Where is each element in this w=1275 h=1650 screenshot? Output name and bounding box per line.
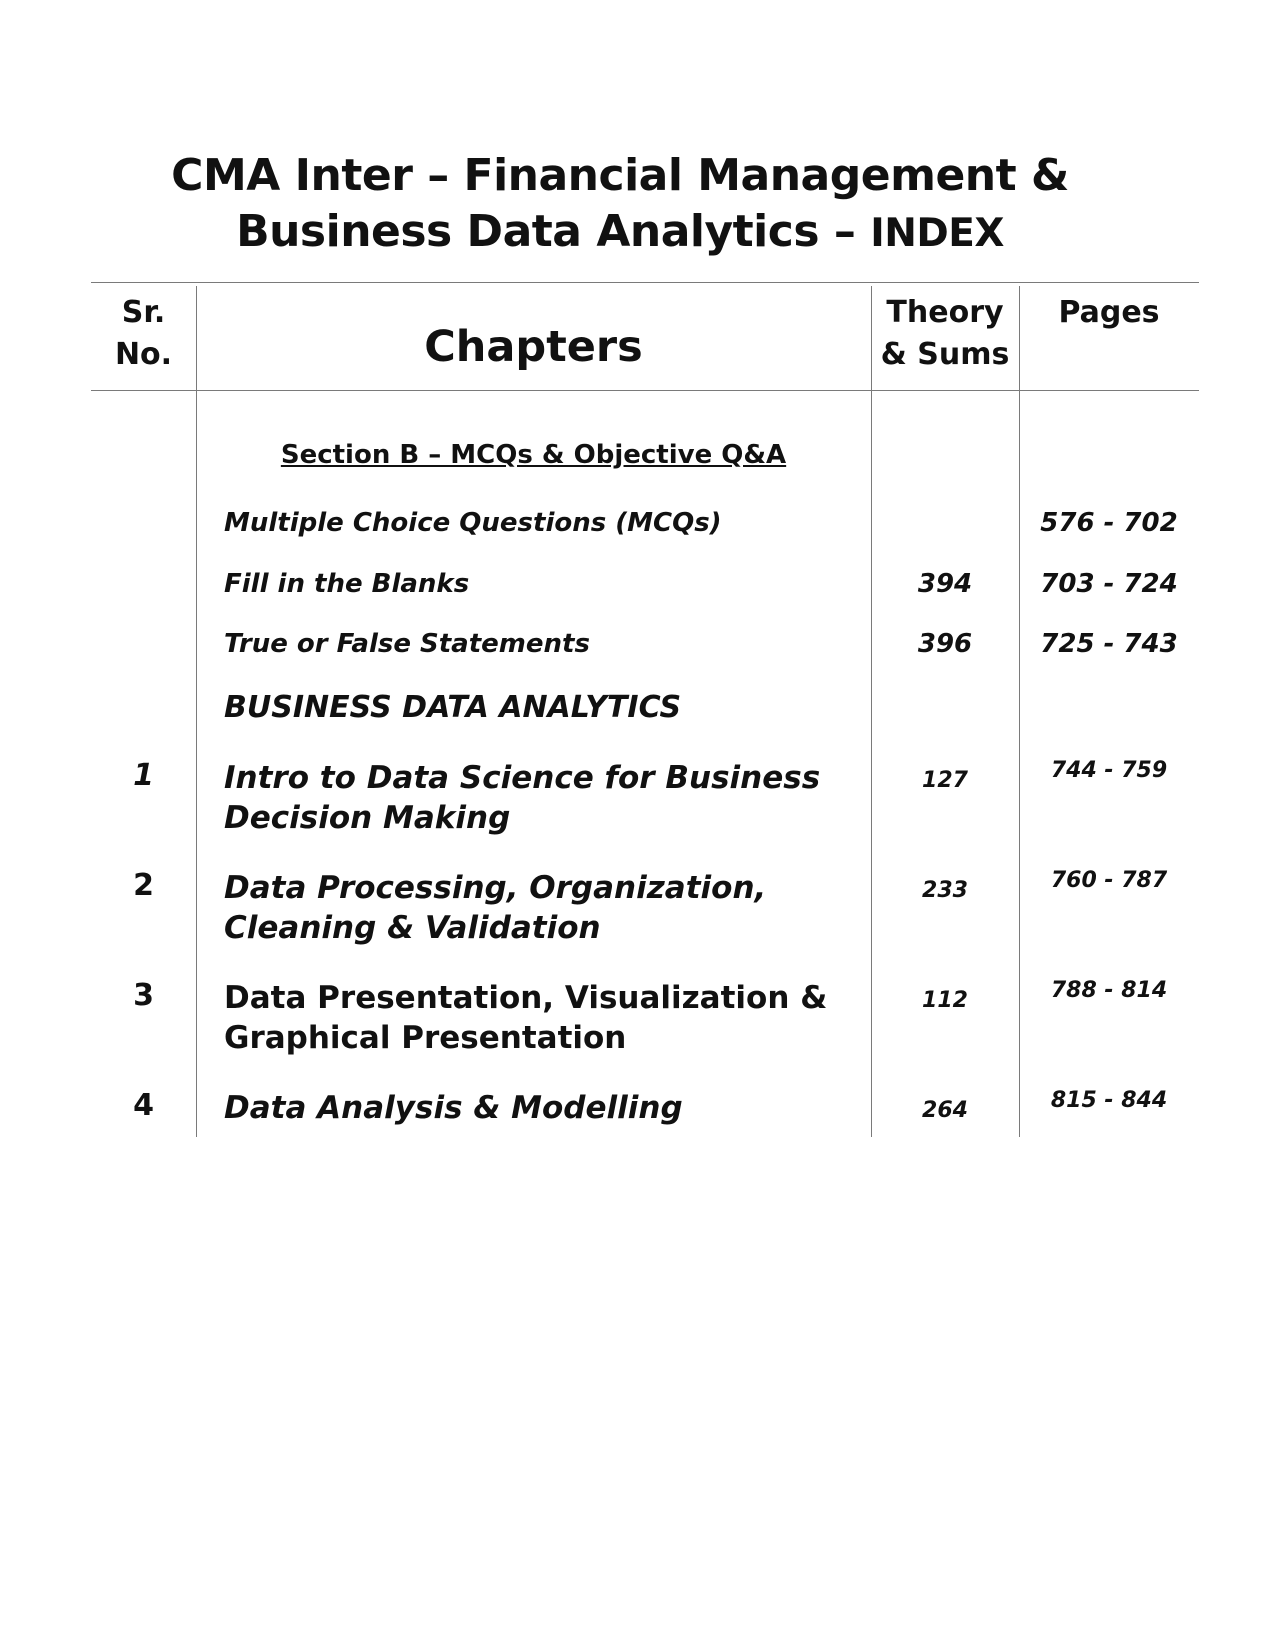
page-range: 576 - 702 xyxy=(1040,508,1178,538)
page-range: 760 - 787 xyxy=(1050,868,1168,893)
header-pages: Pages xyxy=(1058,295,1160,330)
page-title-line-1: CMA Inter – Financial Management & xyxy=(171,150,1069,201)
page-title-line-2 xyxy=(0,206,1240,257)
page-range: 725 - 743 xyxy=(1040,629,1178,659)
page-range: 815 - 844 xyxy=(1050,1088,1168,1113)
theory-count: 127 xyxy=(922,768,968,793)
section-b-heading: Section B – MCQs & Objective Q&A xyxy=(280,440,787,470)
serial-number: 1 xyxy=(133,758,154,793)
serial-number: 4 xyxy=(133,1088,154,1123)
header-sr-line-2: No. xyxy=(114,337,173,372)
page-range: 703 - 724 xyxy=(1040,569,1178,599)
chapter-name: Fill in the Blanks xyxy=(224,569,470,599)
chapter-name: Data Analysis & Modelling xyxy=(224,1090,683,1126)
page-range: 788 - 814 xyxy=(1050,978,1168,1003)
table-divider-srno xyxy=(196,286,197,1137)
page-title-line-2-text: Business Data Analytics – xyxy=(236,206,856,257)
chapter-name: Intro to Data Science for Business Decision Making xyxy=(224,760,821,836)
serial-number: 2 xyxy=(133,868,154,903)
theory-count: 233 xyxy=(922,878,968,903)
page-range: 744 - 759 xyxy=(1050,758,1168,783)
table-header-rule xyxy=(91,390,1199,391)
header-theory-line-1: Theory xyxy=(886,295,1004,330)
chapter-name: Multiple Choice Questions (MCQs) xyxy=(224,508,722,538)
page-title-index-label: INDEX xyxy=(870,211,1004,256)
table-top-rule xyxy=(91,282,1199,283)
table-divider-theory xyxy=(1019,286,1020,1137)
theory-count: 396 xyxy=(917,629,973,659)
header-sr-no xyxy=(91,292,196,376)
header-chapters: Chapters xyxy=(424,322,643,372)
chapter-name: Data Presentation, Visualization & Graphical Presentation xyxy=(224,980,828,1056)
header-sr-line-1: Sr. xyxy=(121,295,166,330)
bda-section-heading: BUSINESS DATA ANALYTICS xyxy=(224,690,682,725)
serial-number: 3 xyxy=(133,978,154,1013)
header-theory-line-2: & Sums xyxy=(880,337,1010,372)
chapter-name: Data Processing, Organization, Cleaning & Validation xyxy=(224,870,767,946)
header-theory-sums xyxy=(871,292,1019,376)
theory-count: 264 xyxy=(922,1098,968,1123)
theory-count: 394 xyxy=(917,569,973,599)
theory-count: 112 xyxy=(922,988,968,1013)
chapter-name: True or False Statements xyxy=(224,629,590,659)
